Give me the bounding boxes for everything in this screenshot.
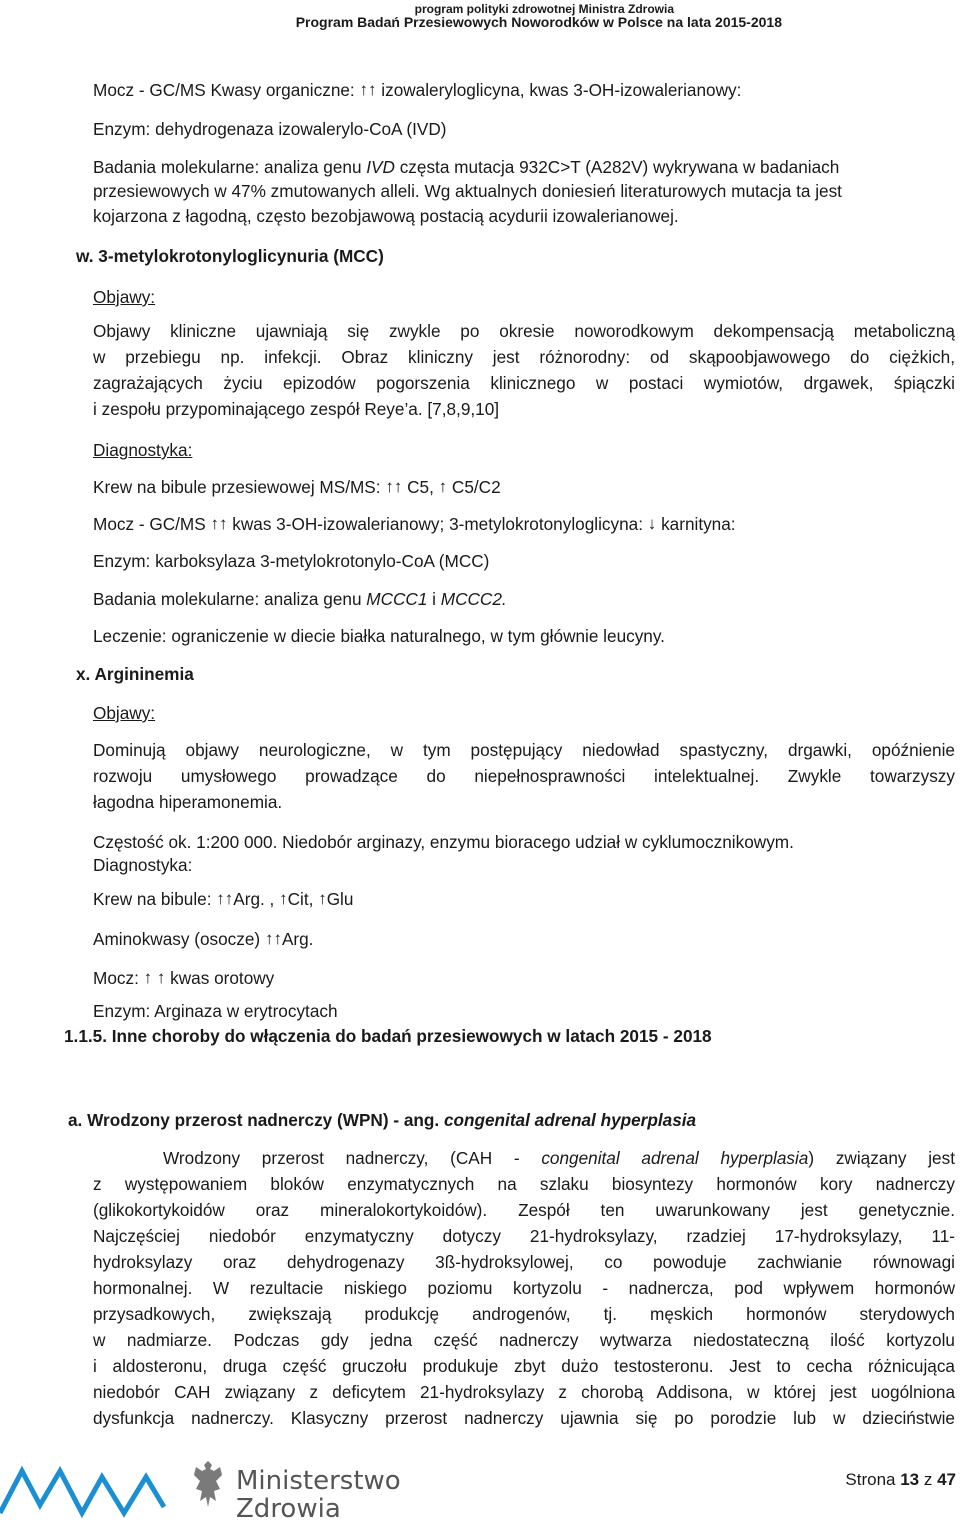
cah-heading-italic: congenital adrenal hyperplasia bbox=[443, 1110, 697, 1130]
ivd-mol-pre: Badania molekularne: analiza genu bbox=[93, 157, 367, 177]
arg-aa-prefix: Aminokwasy (osocze) bbox=[93, 929, 261, 949]
cah-para-line8: w nadmiarze. Podczas gdy jedna część nadnerczy wytwarza niedostateczną ilość kortyzolu bbox=[93, 1330, 955, 1350]
mcc-urine-end: karnityna: bbox=[661, 514, 736, 534]
mcc-symptoms-label: Objawy: bbox=[93, 287, 156, 307]
ivd-gene: IVD bbox=[366, 157, 395, 177]
cah-para-line9: i aldosteronu, druga część gruczołu produkuje zbyt dużo testosteronu. Jest to cecha różnicująca bbox=[93, 1356, 955, 1376]
ivd-urine-line bbox=[93, 80, 741, 100]
mcc-symptoms-line1: Objawy kliniczne ujawniają się zwykle po okresie noworodkowym dekompensacją metaboliczną bbox=[93, 321, 955, 341]
mcc-diagnostics-label: Diagnostyka: bbox=[93, 440, 193, 460]
ivd-urine-prefix: Mocz - GC/MS Kwasy organiczne: bbox=[93, 80, 355, 100]
mcc-enzyme: Enzym: karboksylaza 3-metylokrotonylo-CoA (MCC) bbox=[93, 551, 490, 571]
mcc-mol-pre: Badania molekularne: analiza genu bbox=[93, 589, 367, 609]
cah-para-line7: przysadkowych, zwiększają produkcję androgenów, tj. męskich hormonów sterydowych bbox=[93, 1304, 955, 1324]
arg-symptoms-line3: łagodna hiperamonemia. bbox=[93, 792, 283, 812]
mcc-blood-c5: C5, bbox=[407, 477, 434, 497]
mcc-molecular bbox=[93, 589, 507, 609]
cah-p1-italic: congenital adrenal hyperplasia bbox=[541, 1148, 809, 1168]
arg-frequency: Częstość ok. 1:200 000. Niedobór arginazy, enzymu bioracego udział w cyklumocznikowym. bbox=[93, 832, 794, 852]
double-up-arrow-icon: ↑↑ bbox=[210, 514, 228, 533]
cah-p1-pre: Wrodzony przerost nadnerczy, (CAH - bbox=[163, 1148, 542, 1168]
mcc-mol-mid: i bbox=[427, 589, 441, 609]
double-up-arrow-icon: ↑↑ bbox=[385, 477, 403, 496]
arg-blood-arg: Arg. , bbox=[233, 889, 275, 909]
ivd-mol-post: częsta mutacja 932C>T (A282V) wykrywana w badaniach bbox=[394, 157, 840, 177]
page-prefix: Strona bbox=[845, 1470, 901, 1489]
cah-para-line1 bbox=[163, 1145, 955, 1171]
page-mid: z bbox=[919, 1470, 938, 1489]
cah-para-line11: dysfunkcja nadnerczy. Klasyczny przerost nadnerczy ujawnia się po porodzie lub w dzieciństwie bbox=[93, 1408, 955, 1428]
arg-symptoms-line1: Dominują objawy neurologiczne, w tym postępujący niedowład spastyczny, drgawki, opóźnienie bbox=[93, 740, 955, 760]
mcc-blood-prefix: Krew na bibule przesiewowej MS/MS: bbox=[93, 477, 381, 497]
eagle-emblem-icon bbox=[194, 1461, 222, 1507]
cah-para-line6: hormonalnej. W rezultacie niskiego poziomu kortyzolu - nadnercza, pod wpływem hormonów bbox=[93, 1278, 955, 1298]
ivd-molecular-line1 bbox=[93, 157, 839, 177]
mcc-blood-c5c2: C5/C2 bbox=[451, 477, 501, 497]
mcc-symptoms-line4: i zespołu przypominającego zespół Reye’a. [7,8,9,10] bbox=[93, 399, 500, 419]
cah-para-line4: Najczęściej niedobór enzymatyczny dotyczy 21-hydroksylazy, rzadziej 17-hydroksylazy, 11- bbox=[93, 1226, 955, 1246]
mcc-blood-line bbox=[93, 477, 501, 497]
ministry-name-line2: Zdrowia bbox=[236, 1494, 341, 1523]
up-arrow-icon: ↑ bbox=[279, 889, 288, 908]
header-title: Program Badań Przesiewowych Noworodków w Polsce na lata 2015-2018 bbox=[295, 14, 782, 30]
arg-urine-prefix: Mocz: bbox=[93, 968, 139, 988]
cah-para-line2: z występowaniem bloków enzymatycznych na szlaku biosyntezy hormonów kory nadnerczy bbox=[93, 1174, 955, 1194]
header-program-line: program polityki zdrowotnej Ministra Zdrowia bbox=[414, 2, 674, 16]
arg-heading: x. Argininemia bbox=[76, 664, 194, 684]
page-total: 47 bbox=[937, 1470, 956, 1489]
arg-aa-arg: Arg. bbox=[281, 929, 314, 949]
mcc-gene1: MCCC1 bbox=[366, 589, 428, 609]
footer bbox=[0, 1455, 960, 1523]
arg-blood-prefix: Krew na bibule: bbox=[93, 889, 212, 909]
mcc-symptoms-line3: zagrażających życiu epizodów pogorszenia klinicznego w postaci wymiotów, drgawek, śpiączki bbox=[93, 373, 955, 393]
arg-aminoacids-line bbox=[93, 929, 313, 949]
double-up-arrow-icon: ↑↑ bbox=[359, 80, 377, 99]
mcc-heading: w. 3-metylokrotonyloglicynuria (MCC) bbox=[76, 246, 384, 266]
section-heading: 1.1.5. Inne choroby do włączenia do badań przesiewowych w latach 2015 - 2018 bbox=[64, 1026, 712, 1046]
ivd-enzyme: Enzym: dehydrogenaza izowalerylo-CoA (IVD) bbox=[93, 119, 447, 139]
cah-heading-pre: a. Wrodzony przerost nadnerczy (WPN) - ang. bbox=[68, 1110, 444, 1130]
arg-blood-glu: Glu bbox=[326, 889, 354, 909]
ministry-logo bbox=[0, 1455, 420, 1523]
down-arrow-icon: ↓ bbox=[647, 514, 657, 533]
mcc-symptoms-line2: w przebiegu np. infekcji. Obraz kliniczny jest różnorodny: od skąpoobjawowego do ciężkich, bbox=[93, 347, 955, 367]
up-arrow-icon: ↑ bbox=[318, 889, 327, 908]
cah-para-line10: niedobór CAH związany z deficytem 21-hydroksylazy z chorobą Addisona, w której jest uogólniona bbox=[93, 1382, 955, 1402]
arg-blood-line bbox=[93, 889, 353, 909]
page-current: 13 bbox=[900, 1470, 920, 1489]
arg-diagnostics-label: Diagnostyka: bbox=[93, 855, 193, 875]
double-up-arrow-icon: ↑↑ bbox=[216, 889, 234, 908]
ivd-urine-rest: izowaleryloglicyna, kwas 3-OH-izowalerianowy: bbox=[381, 80, 742, 100]
ivd-molecular-line3: kojarzona z łagodną, często bezobjawową postacią acydurii izowalerianowej. bbox=[93, 206, 679, 226]
arg-enzyme: Enzym: Arginaza w erytrocytach bbox=[93, 1001, 338, 1021]
mcc-gene2: MCCC2. bbox=[440, 589, 507, 609]
double-up-arrow-icon: ↑↑ bbox=[264, 929, 282, 948]
page-number bbox=[845, 1470, 956, 1490]
mcc-urine-line bbox=[93, 514, 736, 534]
ivd-molecular-line2: przesiewowych w 47% zmutowanych alleli. Wg aktualnych doniesień literaturowych mutacja ta jest bbox=[93, 181, 842, 201]
cah-p1-post: ) związany jest bbox=[808, 1148, 955, 1168]
mcc-urine-prefix: Mocz - GC/MS bbox=[93, 514, 206, 534]
mcc-treatment: Leczenie: ograniczenie w diecie białka naturalnego, w tym głównie leucyny. bbox=[93, 626, 665, 646]
arg-symptoms-line2: rozwoju umysłowego prowadzące do niepełnosprawności intelektualnej. Zwykle towarzyszy bbox=[93, 766, 955, 786]
double-up-arrow-icon: ↑ ↑ bbox=[143, 968, 166, 987]
cah-para-line3: (glikokortykoidów oraz mineralokortykoidów). Zespół ten uwarunkowany jest genetycznie. bbox=[93, 1200, 955, 1220]
cah-heading bbox=[68, 1110, 696, 1130]
arg-urine-text: kwas orotowy bbox=[170, 968, 275, 988]
up-arrow-icon: ↑ bbox=[438, 477, 448, 496]
cah-para-line5: hydroksylazy oraz dehydrogenazy 3ß-hydroksylowej, co powoduje zachwianie równowagi bbox=[93, 1252, 955, 1272]
ministry-name-line1: Ministerstwo bbox=[236, 1466, 401, 1496]
arg-symptoms-label: Objawy: bbox=[93, 703, 156, 723]
arg-blood-cit: Cit, bbox=[287, 889, 314, 909]
mcc-urine-text: kwas 3-OH-izowalerianowy; 3-metylokrotonyloglicyna: bbox=[232, 514, 643, 534]
arg-urine-line bbox=[93, 968, 274, 988]
ministry-wave-logo-icon bbox=[0, 1471, 164, 1513]
